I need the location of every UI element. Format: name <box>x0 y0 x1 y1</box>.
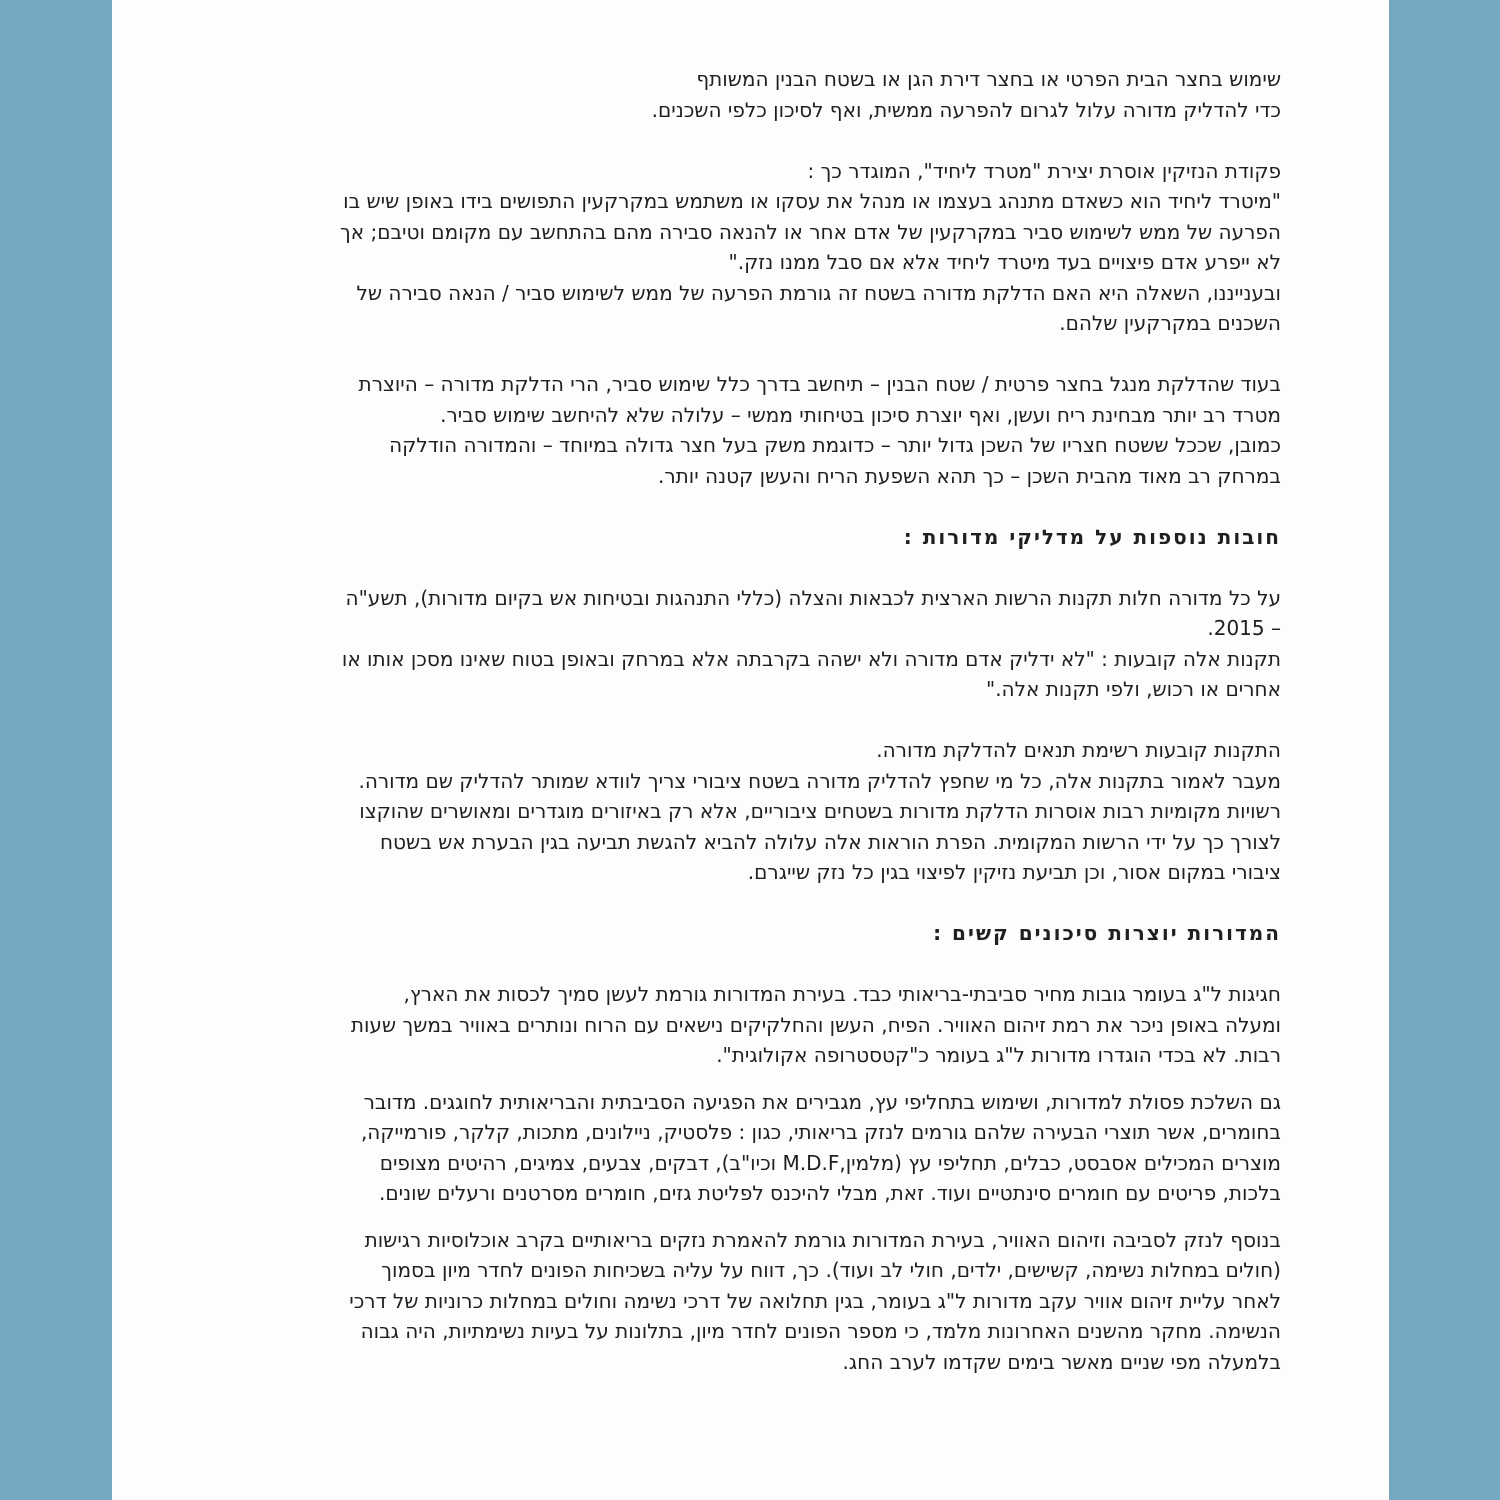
text-line: הפרעה של ממש לשימוש סביר במקרקעין של אדם אחר או להנאה סבירה מהם בהתחשב עם מקומם וטיבם; אך <box>340 219 1281 244</box>
text-line: (חולים במחלות נשימה, קשישים, ילדים, חולי לב ועוד). כך, דווח על עליה בשכיחות הפונים לחדר מיון בסמוך <box>381 1258 1281 1282</box>
paragraph-spacer <box>186 1209 1281 1225</box>
paragraph-spacer <box>186 705 1281 736</box>
paragraph-spacer <box>186 491 1281 522</box>
text-line: לא ייפרע אדם פיצויים בעד מיטרד ליחיד אלא אם סבל ממנו נזק." <box>728 250 1281 274</box>
text-line: רשויות מקומיות רבות אוסרות הדלקת מדורות בשטחים ציבוריים, אלא רק באיזורים מוגדרים ומאושרים שהוקצו <box>359 799 1281 823</box>
text-line: "מיטרד ליחיד הוא כשאדם מתנהג בעצמו או מנהל את עסקו או משתמש במקרקעין התפושים בידו באופן שיש בו <box>343 189 1281 213</box>
text-line: בעוד שהדלקת מנגל בחצר פרטית / שטח הבנין – תיחשב בדרך כלל שימוש סביר, הרי הדלקת מדורה – היוצרת <box>358 372 1281 396</box>
text-line: אחרים או רכוש, ולפי תקנות אלה." <box>986 677 1281 701</box>
section-heading: המדורות יוצרות סיכונים קשים : <box>933 921 1281 945</box>
text-line: חגיגות ל"ג בעומר גובות מחיר סביבתי-בריאותי כבד. בעירת המדורות גורמת לעשן סמיך לכסות את הארץ, <box>403 982 1281 1006</box>
paragraph-spacer <box>186 1071 1281 1087</box>
document-page <box>112 0 1389 1500</box>
text-line: תקנות אלה קובעות : "לא ידליק אדם מדורה ולא ישהה בקרבתה אלא במרחק ובאופן בטוח שאינו מסכן אותו או <box>341 646 1281 671</box>
paragraph-spacer <box>186 125 1281 156</box>
paragraph-spacer <box>186 339 1281 370</box>
text-line: במרחק רב מאוד מהבית השכן – כך תהא השפעת הריח והעשן קטנה יותר. <box>657 463 1281 488</box>
text-line: השכנים במקרקעין שלהם. <box>1059 311 1281 335</box>
text-line: ובענייננו, השאלה היא האם הדלקת מדורה בשטח זה גורמת הפרעה של ממש לשימוש סביר / הנאה סבירה של <box>356 280 1281 305</box>
text-line: גם השלכת פסולת למדורות, ושימוש בתחליפי עץ, מגבירים את הפגיעה הסביבתית והבריאותית לחוגגים. מדובר <box>363 1089 1281 1114</box>
text-line: לצורך כך על ידי הרשות המקומית. הפרת הוראות אלה עלולה להביא להגשת תביעה בגין הבערת אש בשטח <box>379 829 1281 854</box>
text-line: הנשימה. מחקר מהשנים האחרונות מלמד, כי מספר הפונים לחדר מיון, בתלונות על בעיות נשימתיות, היה גבוה <box>360 1319 1281 1343</box>
text-line: מעבר לאמור בתקנות אלה, כל מי שחפץ להדליק מדורה בשטח ציבורי צריך לוודא שמותר להדליק שם מדורה. <box>358 768 1281 793</box>
paragraph-spacer <box>186 888 1281 919</box>
text-line: שימוש בחצר הבית הפרטי או בחצר דירת הגן או בשטח הבנין המשותף <box>696 67 1281 91</box>
text-line: על כל מדורה חלות תקנות הרשות הארצית לכבאות והצלה (כללי התנהגות ובטיחות אש בקיום מדורות), תשע"ה <box>345 585 1281 610</box>
text-line: התקנות קובעות רשימת תנאים להדלקת מדורה. <box>876 738 1281 762</box>
text-line: מוצרים המכילים אסבסט, כבלים, תחליפי עץ (מלמין,M.D.F וכיו"ב), דבקים, צבעים, צמיגים, רהיטים מצופים <box>379 1150 1281 1175</box>
text-line: בלמעלה מפי שניים מאשר בימים שקדמו לערב החג. <box>842 1349 1281 1374</box>
text-line: בלכות, פריטים עם חומרים סינתטיים ועוד. זאת, מבלי להיכנס לפליטת גזים, חומרים מסרטנים ורעלים שונים. <box>379 1181 1281 1205</box>
text-line: כמובן, שככל ששטח חצריו של השכן גדול יותר – כדוגמת משק בעל חצר גדולה במיוחד – והמדורה הודלקה <box>389 433 1281 457</box>
section-heading: חובות נוספות על מדליקי מדורות : <box>903 524 1281 549</box>
text-line: בנוסף לנזק לסביבה וזיהום האוויר, בעירת המדורות גורמת להאמרת נזקים בריאותיים בקרב אוכלוסיות רגישות <box>364 1227 1281 1252</box>
text-line: פקודת הנזיקין אוסרת יצירת "מטרד ליחיד", המוגדר כך : <box>807 158 1281 183</box>
text-line: ומעלה באופן ניכר את רמת זיהום האוויר. הפיח, העשן והחלקיקים נישאים עם הרוח ונותרים באוויר במשך שעות <box>350 1012 1281 1037</box>
paragraph-spacer <box>186 552 1281 583</box>
text-line: – 2015. <box>1207 616 1281 640</box>
document-body <box>186 64 1281 1377</box>
text-line: בחומרים, אשר תוצרי הבעירה שלהם גורמים לנזק בריאותי, כגון : פלסטיק, ניילונים, מתכות, קלקר, פורמייקה, <box>360 1120 1281 1144</box>
text-line: כדי להדליק מדורה עלול לגרום להפרעה ממשית, ואף לסיכון כלפי השכנים. <box>651 97 1281 122</box>
paragraph-spacer <box>186 949 1281 980</box>
text-line: לאחר עליית זיהום אוויר עקב מדורות ל"ג בעומר, בגין תחלואה של דרכי נשימה וחולים במחלות כרוניות של דרכי <box>349 1288 1281 1313</box>
text-line: מטרד רב יותר מבחינת ריח ועשן, ואף יוצרת סיכון בטיחותי ממשי – עלולה שלא להיחשב שימוש סביר. <box>440 402 1281 427</box>
text-line: רבות. לא בכדי הוגדרו מדורות ל"ג בעומר כ"קטסטרופה אקולוגית". <box>716 1043 1281 1067</box>
text-line: ציבורי במקום אסור, וכן תביעת נזיקין לפיצוי בגין כל נזק שייגרם. <box>747 860 1281 884</box>
